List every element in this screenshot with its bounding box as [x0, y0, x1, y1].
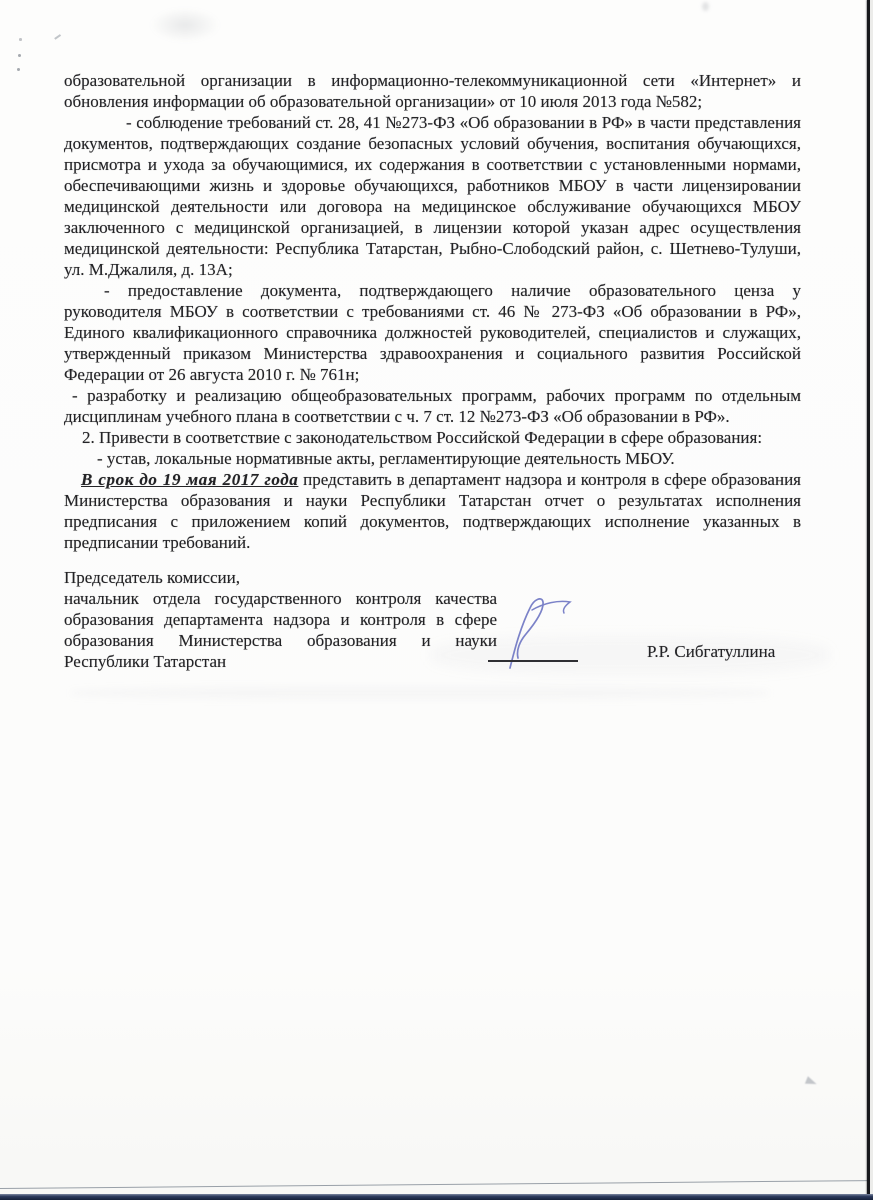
paragraph-deadline: [64, 469, 801, 553]
scan-speck: [702, 2, 709, 11]
signer-name: Р.Р. Сибгатуллина: [647, 642, 776, 661]
list-item-program-development: - разработку и реализацию общеобразовательных программ, рабочих программ по отдельным дисциплинам учебного плана в соответствии с ч. 7 ст. 12 №273-ФЗ «Об образовании в РФ».: [64, 386, 801, 426]
signature-line: [488, 660, 578, 662]
signer-title-text: начальник отдела государственного контроля качества образования департамента надзора и контроля в сфере образования Министерства образования и науки Республики Татарстан: [64, 589, 497, 671]
handwritten-signature: [496, 594, 582, 670]
deadline-text: представить в департамент надзора и контроля в сфере образования Министерства образования и науки Республики Татарстан отчет о результатах исполнения предписания с приложением копий документов, подтверждающих исполнение указанных в предписании требований.: [64, 470, 801, 552]
cursor-arrow-artifact: [805, 1076, 818, 1088]
paragraph-continuation: образовательной организации в информационно-телекоммуникационной сети «Интернет» и обновления информации об образовательной организации» от 10 июля 2013 года №582;: [64, 71, 801, 111]
list-item-compliance: - соблюдение требований ст. 28, 41 №273-ФЗ «Об образовании в РФ» в части представления документов, подтверждающих создание безопасных условий обучения, воспитания обучающихся, присмотра и ухода за обучающимися, их содержания в соответствии с установленными нормами, обеспечивающими жизнь и здоровье обучающихся, работников МБОУ в части лицензировании медицинской деятельности или договора на медицинское обслуживание обучающихся МБОУ заключенного с медицинской организацией, в лицензии которой указан адрес осуществления медицинской деятельности: Республика Татарстан, Рыбно-Слободский район, с. Шетнево-Тулуши, ул. М.Джалиля, д. 13А;: [64, 113, 801, 279]
pencil-colon-mark: [18, 54, 21, 57]
list-item-document-provision: - предоставление документа, подтверждающего наличие образовательного ценза у руководителя МБОУ в соответствии с требованиями ст. 46 № 273-ФЗ «Об образовании в РФ», Единого квалификационного справочника должностей руководителей, специалистов и служащих, утвержденный приказом Министерства здравоохранения и социального развития Российской Федерации от 26 августа 2010 г. № 761н;: [64, 281, 801, 384]
signature-stroke: [532, 601, 570, 613]
signer-title-line: Председатель комиссии,: [64, 568, 241, 587]
scan-smudge: [150, 8, 220, 42]
scan-bottom-edge: [0, 1194, 873, 1200]
deadline-date-emphasis: В срок до 19 мая 2017 года: [81, 470, 299, 489]
document-body: [64, 70, 801, 672]
pencil-colon-mark: [17, 68, 20, 71]
scan-right-edge: [867, 0, 871, 1200]
scan-smudge: [70, 686, 770, 700]
paragraph-item2-intro: 2. Привести в соответствие с законодательством Российской Федерации в сфере образования:: [82, 428, 763, 447]
signature-stroke: [510, 599, 543, 668]
pencil-tick-mark: [54, 34, 61, 39]
pencil-speck: [19, 38, 22, 41]
paper-bottom-edge: [0, 1180, 873, 1189]
signature-block: [64, 567, 497, 672]
paragraph-item2-sub: - устав, локальные нормативные акты, регламентирующие деятельность МБОУ.: [97, 449, 675, 468]
